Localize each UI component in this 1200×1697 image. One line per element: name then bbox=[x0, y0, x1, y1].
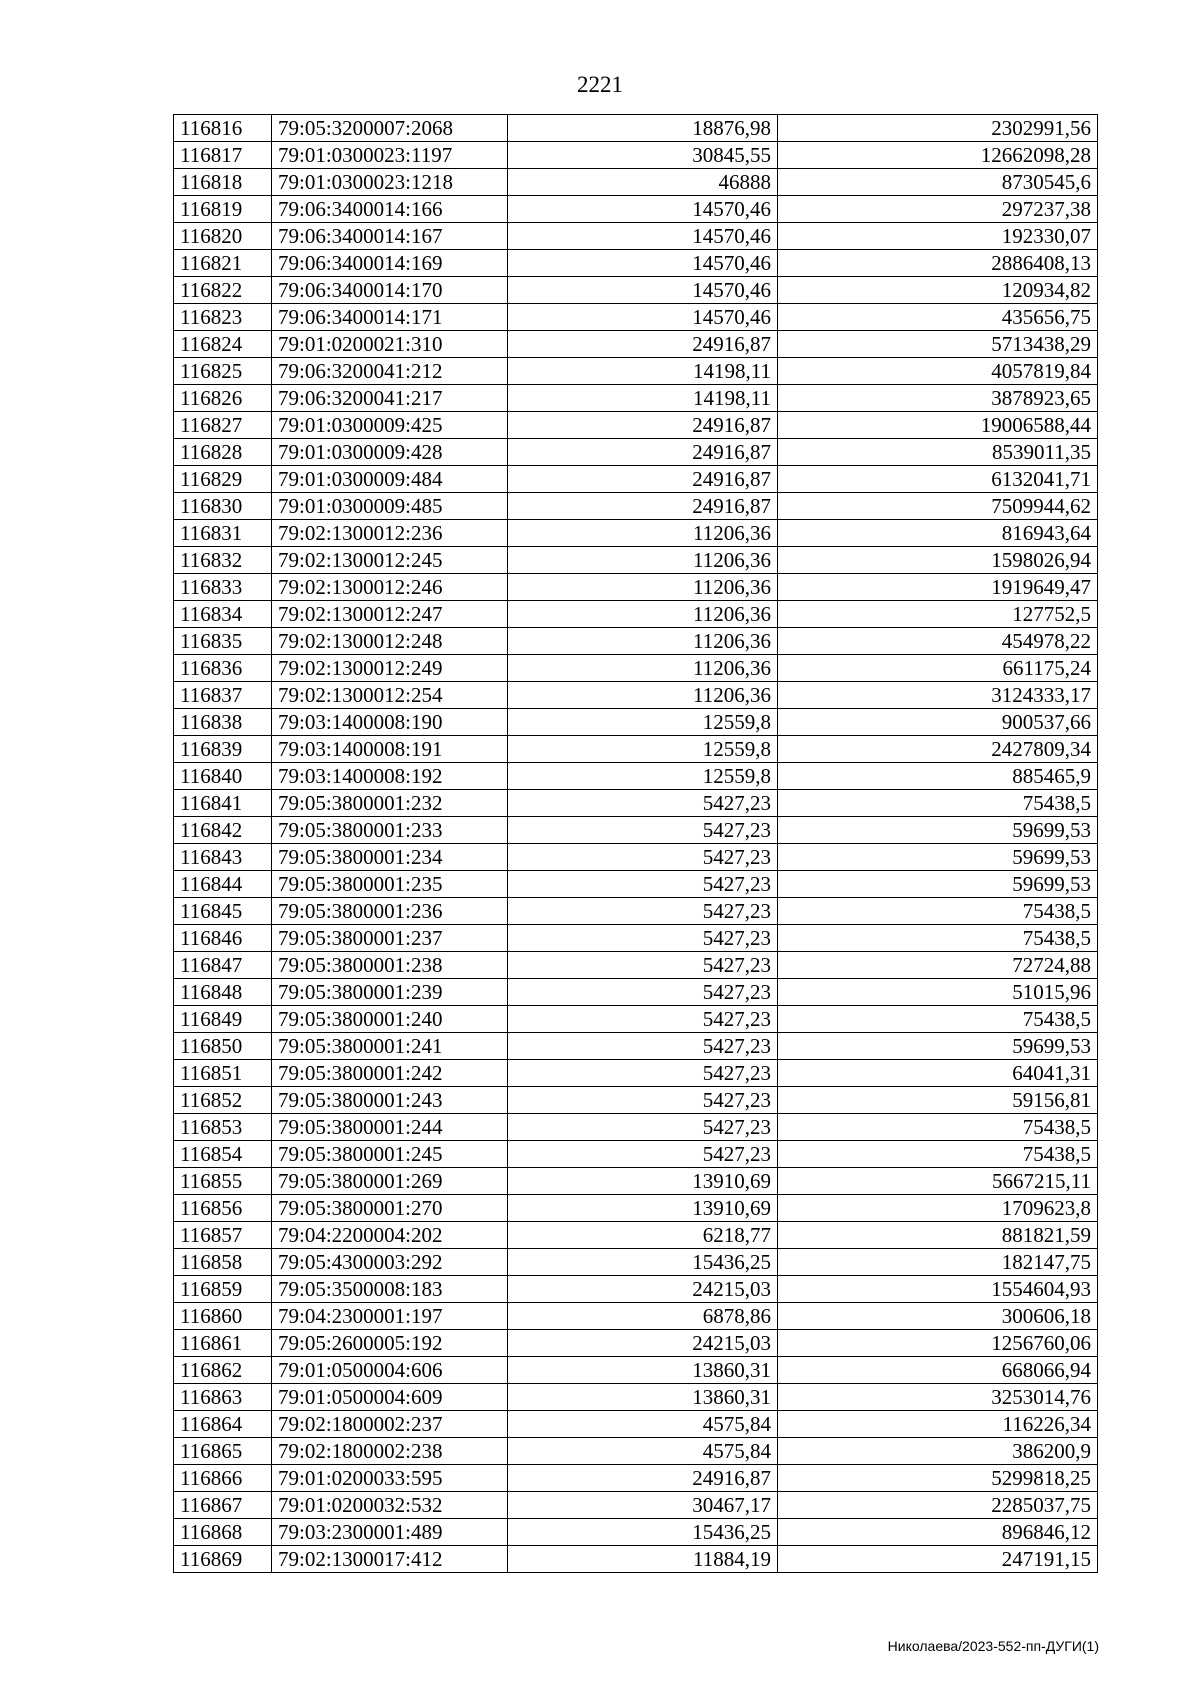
cadastral-value-cell: 881821,59 bbox=[778, 1222, 1098, 1249]
cadastral-number-cell: 79:06:3400014:170 bbox=[272, 277, 508, 304]
cadastral-number-cell: 79:02:1800002:237 bbox=[272, 1411, 508, 1438]
cadastral-value-cell: 116226,34 bbox=[778, 1411, 1098, 1438]
cadastral-value-cell: 300606,18 bbox=[778, 1303, 1098, 1330]
table-row bbox=[174, 817, 1098, 844]
cadastral-value-cell: 661175,24 bbox=[778, 655, 1098, 682]
page-number: 2221 bbox=[577, 72, 623, 97]
row-number-cell: 116859 bbox=[174, 1276, 272, 1303]
cadastral-value-cell: 885465,9 bbox=[778, 763, 1098, 790]
cadastral-number-cell: 79:05:3800001:232 bbox=[272, 790, 508, 817]
cadastral-value-cell: 896846,12 bbox=[778, 1519, 1098, 1546]
cadastral-value-cell: 297237,38 bbox=[778, 196, 1098, 223]
cadastral-value-cell: 6132041,71 bbox=[778, 466, 1098, 493]
specific-value-cell: 15436,25 bbox=[508, 1519, 778, 1546]
cadastral-number-cell: 79:02:1300012:248 bbox=[272, 628, 508, 655]
row-number-cell: 116832 bbox=[174, 547, 272, 574]
row-number-cell: 116841 bbox=[174, 790, 272, 817]
table-body bbox=[174, 115, 1098, 1573]
specific-value-cell: 24916,87 bbox=[508, 412, 778, 439]
table-row bbox=[174, 169, 1098, 196]
table-row bbox=[174, 1546, 1098, 1573]
row-number-cell: 116856 bbox=[174, 1195, 272, 1222]
cadastral-number-cell: 79:06:3200041:217 bbox=[272, 385, 508, 412]
specific-value-cell: 6218,77 bbox=[508, 1222, 778, 1249]
specific-value-cell: 14570,46 bbox=[508, 196, 778, 223]
row-number-cell: 116857 bbox=[174, 1222, 272, 1249]
cadastral-number-cell: 79:03:1400008:191 bbox=[272, 736, 508, 763]
table-row bbox=[174, 1330, 1098, 1357]
cadastral-value-cell: 3878923,65 bbox=[778, 385, 1098, 412]
cadastral-value-cell: 8539011,35 bbox=[778, 439, 1098, 466]
table-row bbox=[174, 1249, 1098, 1276]
row-number-cell: 116865 bbox=[174, 1438, 272, 1465]
cadastral-number-cell: 79:01:0300009:425 bbox=[272, 412, 508, 439]
table-row bbox=[174, 979, 1098, 1006]
cadastral-number-cell: 79:04:2200004:202 bbox=[272, 1222, 508, 1249]
cadastral-number-cell: 79:01:0300009:428 bbox=[272, 439, 508, 466]
row-number-cell: 116829 bbox=[174, 466, 272, 493]
specific-value-cell: 18876,98 bbox=[508, 115, 778, 142]
cadastral-number-cell: 79:05:3500008:183 bbox=[272, 1276, 508, 1303]
cadastral-number-cell: 79:02:1300012:247 bbox=[272, 601, 508, 628]
table-row bbox=[174, 142, 1098, 169]
cadastral-number-cell: 79:01:0300009:484 bbox=[272, 466, 508, 493]
table-row bbox=[174, 844, 1098, 871]
row-number-cell: 116825 bbox=[174, 358, 272, 385]
table-row bbox=[174, 1384, 1098, 1411]
cadastral-number-cell: 79:02:1300017:412 bbox=[272, 1546, 508, 1573]
specific-value-cell: 13910,69 bbox=[508, 1195, 778, 1222]
cadastral-value-cell: 1554604,93 bbox=[778, 1276, 1098, 1303]
cadastral-number-cell: 79:05:3800001:269 bbox=[272, 1168, 508, 1195]
specific-value-cell: 5427,23 bbox=[508, 817, 778, 844]
table-row bbox=[174, 1087, 1098, 1114]
row-number-cell: 116867 bbox=[174, 1492, 272, 1519]
specific-value-cell: 11206,36 bbox=[508, 574, 778, 601]
table-row bbox=[174, 1141, 1098, 1168]
cadastral-number-cell: 79:05:3800001:243 bbox=[272, 1087, 508, 1114]
specific-value-cell: 46888 bbox=[508, 169, 778, 196]
cadastral-number-cell: 79:01:0200032:532 bbox=[272, 1492, 508, 1519]
specific-value-cell: 11206,36 bbox=[508, 628, 778, 655]
table-row bbox=[174, 574, 1098, 601]
table-row bbox=[174, 1492, 1098, 1519]
table-row bbox=[174, 358, 1098, 385]
cadastral-value-cell: 59699,53 bbox=[778, 817, 1098, 844]
table-row bbox=[174, 952, 1098, 979]
cadastral-number-cell: 79:01:0500004:606 bbox=[272, 1357, 508, 1384]
specific-value-cell: 12559,8 bbox=[508, 736, 778, 763]
cadastral-number-cell: 79:03:2300001:489 bbox=[272, 1519, 508, 1546]
cadastral-number-cell: 79:05:3800001:239 bbox=[272, 979, 508, 1006]
row-number-cell: 116852 bbox=[174, 1087, 272, 1114]
table-row bbox=[174, 493, 1098, 520]
table-row bbox=[174, 790, 1098, 817]
cadastral-value-cell: 816943,64 bbox=[778, 520, 1098, 547]
row-number-cell: 116851 bbox=[174, 1060, 272, 1087]
cadastral-value-cell: 7509944,62 bbox=[778, 493, 1098, 520]
cadastral-number-cell: 79:01:0300009:485 bbox=[272, 493, 508, 520]
specific-value-cell: 14570,46 bbox=[508, 304, 778, 331]
cadastral-number-cell: 79:05:3800001:234 bbox=[272, 844, 508, 871]
cadastral-value-cell: 1598026,94 bbox=[778, 547, 1098, 574]
cadastral-number-cell: 79:03:1400008:190 bbox=[272, 709, 508, 736]
cadastral-value-cell: 59156,81 bbox=[778, 1087, 1098, 1114]
cadastral-value-cell: 59699,53 bbox=[778, 844, 1098, 871]
footer-document-stamp: Николаева/2023-552-пп-ДУГИ(1) bbox=[887, 1638, 1099, 1654]
specific-value-cell: 5427,23 bbox=[508, 790, 778, 817]
row-number-cell: 116822 bbox=[174, 277, 272, 304]
specific-value-cell: 13910,69 bbox=[508, 1168, 778, 1195]
row-number-cell: 116826 bbox=[174, 385, 272, 412]
specific-value-cell: 5427,23 bbox=[508, 952, 778, 979]
cadastral-number-cell: 79:05:2600005:192 bbox=[272, 1330, 508, 1357]
cadastral-value-cell: 64041,31 bbox=[778, 1060, 1098, 1087]
specific-value-cell: 14198,11 bbox=[508, 385, 778, 412]
specific-value-cell: 5427,23 bbox=[508, 925, 778, 952]
table-row bbox=[174, 547, 1098, 574]
row-number-cell: 116842 bbox=[174, 817, 272, 844]
cadastral-value-cell: 75438,5 bbox=[778, 1114, 1098, 1141]
table-row bbox=[174, 1411, 1098, 1438]
row-number-cell: 116864 bbox=[174, 1411, 272, 1438]
cadastral-value-cell: 2886408,13 bbox=[778, 250, 1098, 277]
table-row bbox=[174, 385, 1098, 412]
cadastral-number-cell: 79:06:3400014:166 bbox=[272, 196, 508, 223]
specific-value-cell: 14570,46 bbox=[508, 250, 778, 277]
cadastral-number-cell: 79:05:3800001:235 bbox=[272, 871, 508, 898]
table-row bbox=[174, 1276, 1098, 1303]
row-number-cell: 116866 bbox=[174, 1465, 272, 1492]
specific-value-cell: 24916,87 bbox=[508, 1465, 778, 1492]
specific-value-cell: 13860,31 bbox=[508, 1384, 778, 1411]
row-number-cell: 116849 bbox=[174, 1006, 272, 1033]
cadastral-number-cell: 79:06:3400014:167 bbox=[272, 223, 508, 250]
table-row bbox=[174, 1168, 1098, 1195]
cadastral-number-cell: 79:05:3800001:270 bbox=[272, 1195, 508, 1222]
table-row bbox=[174, 601, 1098, 628]
cadastral-value-cell: 386200,9 bbox=[778, 1438, 1098, 1465]
row-number-cell: 116846 bbox=[174, 925, 272, 952]
row-number-cell: 116819 bbox=[174, 196, 272, 223]
row-number-cell: 116868 bbox=[174, 1519, 272, 1546]
cadastral-value-cell: 19006588,44 bbox=[778, 412, 1098, 439]
cadastral-value-cell: 75438,5 bbox=[778, 1141, 1098, 1168]
cadastral-number-cell: 79:05:3800001:237 bbox=[272, 925, 508, 952]
table-row bbox=[174, 223, 1098, 250]
cadastral-number-cell: 79:01:0300023:1218 bbox=[272, 169, 508, 196]
table-row bbox=[174, 763, 1098, 790]
row-number-cell: 116817 bbox=[174, 142, 272, 169]
table-row bbox=[174, 412, 1098, 439]
cadastral-number-cell: 79:01:0300023:1197 bbox=[272, 142, 508, 169]
cadastral-value-cell: 3124333,17 bbox=[778, 682, 1098, 709]
specific-value-cell: 30467,17 bbox=[508, 1492, 778, 1519]
row-number-cell: 116847 bbox=[174, 952, 272, 979]
table-row bbox=[174, 1060, 1098, 1087]
row-number-cell: 116816 bbox=[174, 115, 272, 142]
specific-value-cell: 5427,23 bbox=[508, 1114, 778, 1141]
cadastral-number-cell: 79:05:3800001:238 bbox=[272, 952, 508, 979]
specific-value-cell: 11206,36 bbox=[508, 655, 778, 682]
cadastral-number-cell: 79:03:1400008:192 bbox=[272, 763, 508, 790]
cadastral-value-cell: 12662098,28 bbox=[778, 142, 1098, 169]
cadastral-value-cell: 435656,75 bbox=[778, 304, 1098, 331]
row-number-cell: 116818 bbox=[174, 169, 272, 196]
specific-value-cell: 6878,86 bbox=[508, 1303, 778, 1330]
table-row bbox=[174, 1438, 1098, 1465]
specific-value-cell: 5427,23 bbox=[508, 1060, 778, 1087]
table-row bbox=[174, 277, 1098, 304]
row-number-cell: 116854 bbox=[174, 1141, 272, 1168]
row-number-cell: 116838 bbox=[174, 709, 272, 736]
table-row bbox=[174, 1006, 1098, 1033]
cadastral-value-cell: 59699,53 bbox=[778, 871, 1098, 898]
specific-value-cell: 24215,03 bbox=[508, 1330, 778, 1357]
table-row bbox=[174, 250, 1098, 277]
row-number-cell: 116853 bbox=[174, 1114, 272, 1141]
row-number-cell: 116860 bbox=[174, 1303, 272, 1330]
cadastral-value-cell: 127752,5 bbox=[778, 601, 1098, 628]
cadastral-value-cell: 75438,5 bbox=[778, 925, 1098, 952]
cadastral-number-cell: 79:05:3800001:242 bbox=[272, 1060, 508, 1087]
specific-value-cell: 5427,23 bbox=[508, 898, 778, 925]
row-number-cell: 116850 bbox=[174, 1033, 272, 1060]
cadastral-value-cell: 75438,5 bbox=[778, 790, 1098, 817]
table-row bbox=[174, 871, 1098, 898]
specific-value-cell: 15436,25 bbox=[508, 1249, 778, 1276]
cadastral-number-cell: 79:05:3200007:2068 bbox=[272, 115, 508, 142]
table-row bbox=[174, 196, 1098, 223]
cadastral-number-cell: 79:05:3800001:241 bbox=[272, 1033, 508, 1060]
cadastral-value-cell: 2427809,34 bbox=[778, 736, 1098, 763]
cadastral-number-cell: 79:01:0200021:310 bbox=[272, 331, 508, 358]
specific-value-cell: 4575,84 bbox=[508, 1438, 778, 1465]
table-row bbox=[174, 925, 1098, 952]
row-number-cell: 116840 bbox=[174, 763, 272, 790]
cadastral-value-table bbox=[173, 114, 1098, 1573]
row-number-cell: 116837 bbox=[174, 682, 272, 709]
cadastral-number-cell: 79:05:3800001:233 bbox=[272, 817, 508, 844]
table-row bbox=[174, 709, 1098, 736]
table-row bbox=[174, 1114, 1098, 1141]
cadastral-value-cell: 75438,5 bbox=[778, 898, 1098, 925]
cadastral-number-cell: 79:06:3200041:212 bbox=[272, 358, 508, 385]
row-number-cell: 116834 bbox=[174, 601, 272, 628]
table-row bbox=[174, 736, 1098, 763]
cadastral-value-cell: 2302991,56 bbox=[778, 115, 1098, 142]
specific-value-cell: 5427,23 bbox=[508, 871, 778, 898]
specific-value-cell: 13860,31 bbox=[508, 1357, 778, 1384]
row-number-cell: 116839 bbox=[174, 736, 272, 763]
row-number-cell: 116821 bbox=[174, 250, 272, 277]
specific-value-cell: 11206,36 bbox=[508, 601, 778, 628]
cadastral-value-cell: 5299818,25 bbox=[778, 1465, 1098, 1492]
cadastral-value-cell: 5667215,11 bbox=[778, 1168, 1098, 1195]
specific-value-cell: 14570,46 bbox=[508, 223, 778, 250]
specific-value-cell: 4575,84 bbox=[508, 1411, 778, 1438]
cadastral-value-cell: 247191,15 bbox=[778, 1546, 1098, 1573]
table-row bbox=[174, 466, 1098, 493]
specific-value-cell: 24916,87 bbox=[508, 493, 778, 520]
cadastral-value-cell: 900537,66 bbox=[778, 709, 1098, 736]
table-row bbox=[174, 520, 1098, 547]
cadastral-value-cell: 3253014,76 bbox=[778, 1384, 1098, 1411]
row-number-cell: 116844 bbox=[174, 871, 272, 898]
specific-value-cell: 11206,36 bbox=[508, 547, 778, 574]
table-row bbox=[174, 1195, 1098, 1222]
table-row bbox=[174, 1303, 1098, 1330]
cadastral-number-cell: 79:05:3800001:245 bbox=[272, 1141, 508, 1168]
cadastral-value-cell: 1709623,8 bbox=[778, 1195, 1098, 1222]
specific-value-cell: 5427,23 bbox=[508, 844, 778, 871]
specific-value-cell: 11206,36 bbox=[508, 520, 778, 547]
row-number-cell: 116845 bbox=[174, 898, 272, 925]
specific-value-cell: 5427,23 bbox=[508, 1006, 778, 1033]
specific-value-cell: 5427,23 bbox=[508, 1141, 778, 1168]
cadastral-value-cell: 5713438,29 bbox=[778, 331, 1098, 358]
cadastral-number-cell: 79:04:2300001:197 bbox=[272, 1303, 508, 1330]
table-row bbox=[174, 1519, 1098, 1546]
cadastral-number-cell: 79:02:1300012:236 bbox=[272, 520, 508, 547]
specific-value-cell: 24916,87 bbox=[508, 466, 778, 493]
cadastral-value-cell: 8730545,6 bbox=[778, 169, 1098, 196]
row-number-cell: 116862 bbox=[174, 1357, 272, 1384]
cadastral-value-cell: 51015,96 bbox=[778, 979, 1098, 1006]
table-row bbox=[174, 628, 1098, 655]
cadastral-value-cell: 75438,5 bbox=[778, 1006, 1098, 1033]
table-row bbox=[174, 1033, 1098, 1060]
table-row bbox=[174, 898, 1098, 925]
row-number-cell: 116823 bbox=[174, 304, 272, 331]
specific-value-cell: 24916,87 bbox=[508, 331, 778, 358]
row-number-cell: 116820 bbox=[174, 223, 272, 250]
cadastral-value-cell: 1256760,06 bbox=[778, 1330, 1098, 1357]
cadastral-value-cell: 668066,94 bbox=[778, 1357, 1098, 1384]
cadastral-number-cell: 79:01:0200033:595 bbox=[272, 1465, 508, 1492]
cadastral-number-cell: 79:06:3400014:169 bbox=[272, 250, 508, 277]
row-number-cell: 116831 bbox=[174, 520, 272, 547]
specific-value-cell: 5427,23 bbox=[508, 1033, 778, 1060]
specific-value-cell: 30845,55 bbox=[508, 142, 778, 169]
cadastral-number-cell: 79:01:0500004:609 bbox=[272, 1384, 508, 1411]
specific-value-cell: 11884,19 bbox=[508, 1546, 778, 1573]
cadastral-value-cell: 182147,75 bbox=[778, 1249, 1098, 1276]
table-row bbox=[174, 115, 1098, 142]
cadastral-number-cell: 79:02:1300012:246 bbox=[272, 574, 508, 601]
specific-value-cell: 5427,23 bbox=[508, 979, 778, 1006]
row-number-cell: 116869 bbox=[174, 1546, 272, 1573]
cadastral-number-cell: 79:05:3800001:236 bbox=[272, 898, 508, 925]
table-row bbox=[174, 304, 1098, 331]
cadastral-number-cell: 79:02:1300012:249 bbox=[272, 655, 508, 682]
cadastral-value-cell: 59699,53 bbox=[778, 1033, 1098, 1060]
row-number-cell: 116843 bbox=[174, 844, 272, 871]
specific-value-cell: 11206,36 bbox=[508, 682, 778, 709]
cadastral-number-cell: 79:06:3400014:171 bbox=[272, 304, 508, 331]
table-row bbox=[174, 1222, 1098, 1249]
row-number-cell: 116828 bbox=[174, 439, 272, 466]
cadastral-number-cell: 79:05:3800001:240 bbox=[272, 1006, 508, 1033]
row-number-cell: 116833 bbox=[174, 574, 272, 601]
cadastral-number-cell: 79:02:1800002:238 bbox=[272, 1438, 508, 1465]
table-row bbox=[174, 331, 1098, 358]
table-row bbox=[174, 682, 1098, 709]
cadastral-value-cell: 120934,82 bbox=[778, 277, 1098, 304]
row-number-cell: 116835 bbox=[174, 628, 272, 655]
table-row bbox=[174, 1465, 1098, 1492]
cadastral-number-cell: 79:05:3800001:244 bbox=[272, 1114, 508, 1141]
row-number-cell: 116858 bbox=[174, 1249, 272, 1276]
cadastral-number-cell: 79:02:1300012:245 bbox=[272, 547, 508, 574]
row-number-cell: 116855 bbox=[174, 1168, 272, 1195]
row-number-cell: 116861 bbox=[174, 1330, 272, 1357]
specific-value-cell: 14198,11 bbox=[508, 358, 778, 385]
row-number-cell: 116863 bbox=[174, 1384, 272, 1411]
specific-value-cell: 12559,8 bbox=[508, 709, 778, 736]
specific-value-cell: 12559,8 bbox=[508, 763, 778, 790]
row-number-cell: 116848 bbox=[174, 979, 272, 1006]
row-number-cell: 116830 bbox=[174, 493, 272, 520]
cadastral-value-cell: 72724,88 bbox=[778, 952, 1098, 979]
row-number-cell: 116824 bbox=[174, 331, 272, 358]
cadastral-number-cell: 79:02:1300012:254 bbox=[272, 682, 508, 709]
table-row bbox=[174, 1357, 1098, 1384]
cadastral-value-cell: 454978,22 bbox=[778, 628, 1098, 655]
table-row bbox=[174, 439, 1098, 466]
specific-value-cell: 24916,87 bbox=[508, 439, 778, 466]
row-number-cell: 116836 bbox=[174, 655, 272, 682]
cadastral-value-cell: 4057819,84 bbox=[778, 358, 1098, 385]
specific-value-cell: 14570,46 bbox=[508, 277, 778, 304]
specific-value-cell: 5427,23 bbox=[508, 1087, 778, 1114]
cadastral-value-cell: 1919649,47 bbox=[778, 574, 1098, 601]
row-number-cell: 116827 bbox=[174, 412, 272, 439]
cadastral-value-cell: 192330,07 bbox=[778, 223, 1098, 250]
cadastral-number-cell: 79:05:4300003:292 bbox=[272, 1249, 508, 1276]
table-row bbox=[174, 655, 1098, 682]
cadastral-value-cell: 2285037,75 bbox=[778, 1492, 1098, 1519]
specific-value-cell: 24215,03 bbox=[508, 1276, 778, 1303]
